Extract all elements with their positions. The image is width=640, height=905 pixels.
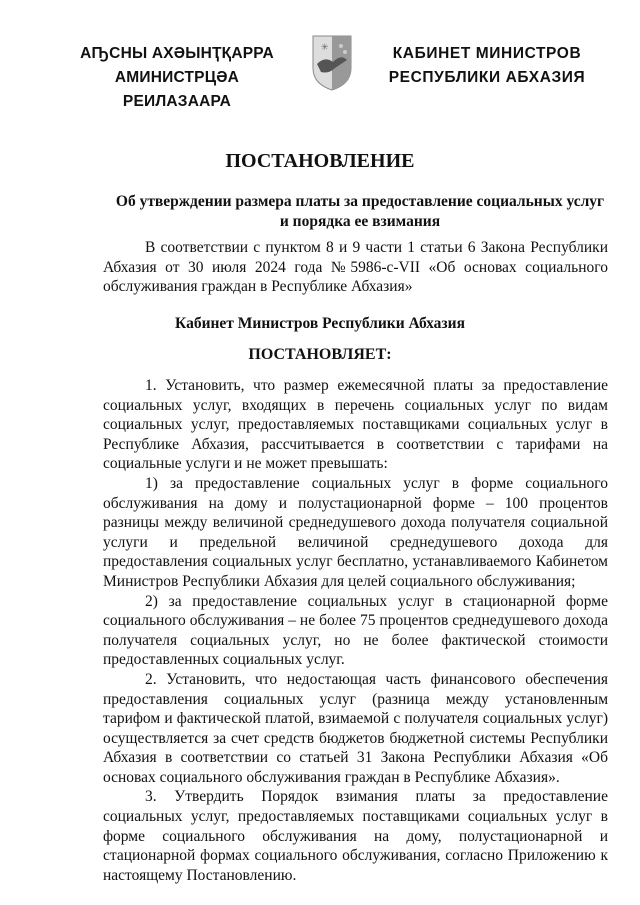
- preamble-text: В соответствии с пунктом 8 и 9 части 1 статьи 6 Закона Республики Абхазия от 30 июля 2024 года №5986-с-VII «Об основах социального обслуживания граждан в Республике Абхазия»: [103, 239, 608, 296]
- paragraph-2: 2. Установить, что недостающая часть финансового обеспечения предоставления социальных услуг (разница между установленным тарифом и фактической платой, взимаемой с получателя социальных услуг) осуществляется за счет средств бюджетов бюджетной системы Республики Абхазия в соответствии со статьей 31 Закона Республики Абхазия «Об основах социального обслуживания граждан в Республике Абхазия».: [103, 670, 608, 786]
- header-abkhaz-line-2: АМИНИСТРЦӘА РЕИЛАЗААРА: [114, 69, 240, 110]
- document-body: [103, 376, 608, 885]
- paragraph-1-2: 2) за предоставление социальных услуг в стационарной форме социального обслуживания – не более 75 процентов среднедушевого дохода получателя социальных услуг, но не более фактической стоимости предоставленных социальных услуг.: [103, 592, 608, 669]
- preamble: [103, 238, 608, 297]
- paragraph-3: 3. Утвердить Порядок взимания платы за предоставление социальных услуг, предоставляемых поставщиками социальных услуг в форме социального обслуживания на дому, полустационарной и стационарной формах социального обслуживания, согласно Приложению к настоящему Постановлению.: [103, 788, 608, 884]
- paragraph-1-1: 1) за предоставление социальных услуг в форме социального обслуживания на дому и полустационарной форме – 100 процентов разницы между величиной среднедушевого дохода получателя социальной услуги и предельной величиной среднедушевого дохода для предоставления социальных услуг бесплатно, устанавливаемого Кабинетом Министров Республики Абхазия для целей социального обслуживания;: [103, 474, 608, 590]
- svg-text:✳: ✳: [321, 42, 329, 52]
- header-russian: [378, 42, 596, 90]
- document-title: ПОСТАНОВЛЕНИЕ: [225, 150, 415, 172]
- header-abkhaz: [62, 42, 292, 114]
- header-russian-line-1: КАБИНЕТ МИНИСТРОВ: [392, 45, 582, 62]
- resolves-heading: ПОСТАНОВЛЯЕТ:: [248, 346, 392, 363]
- document-subtitle: Об утверждении размера платы за предоставление социальных услуг и порядка ее взимания: [115, 193, 605, 230]
- header-russian-line-2: РЕСПУБЛИКИ АБХАЗИЯ: [388, 69, 586, 86]
- paragraph-1: 1. Установить, что размер ежемесячной платы за предоставление социальных услуг, входящих в перечень социальных услуг по видам социальных услуг, предоставляемых поставщиками социальных услуг в Республике Абхазия, рассчитывается в соответствии с тарифами на социальные услуги и не может превышать:: [103, 377, 608, 473]
- authority: Кабинет Министров Республики Абхазия: [175, 315, 465, 332]
- coat-of-arms-icon: [311, 34, 353, 92]
- header-abkhaz-line-1: АҦСНЫ АХӘЫНҬҚАРРА: [80, 45, 274, 62]
